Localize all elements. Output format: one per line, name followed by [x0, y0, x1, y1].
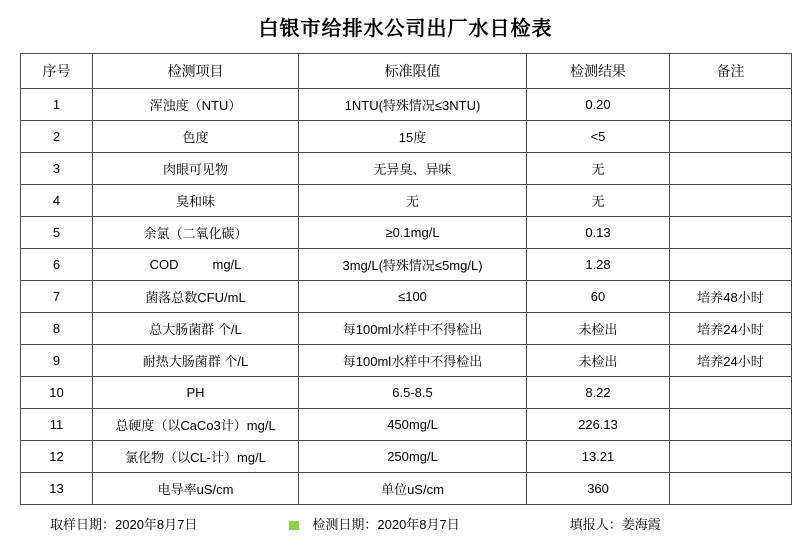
cell-result: 0.13	[527, 217, 670, 249]
sampling-date: 取样日期：2020年8月7日	[50, 517, 198, 532]
cell-result: <5	[527, 121, 670, 153]
cell-item-unit: mg/L	[212, 257, 242, 272]
cell-item	[93, 249, 299, 281]
cell-note	[670, 153, 792, 185]
cell-limit: 每100ml水样中不得检出	[299, 345, 527, 377]
table-row	[21, 185, 792, 217]
cell-no: 11	[21, 409, 93, 441]
table-body	[21, 89, 792, 505]
cell-item: 色度	[93, 121, 299, 153]
cell-item: PH	[93, 377, 299, 409]
table-row	[21, 217, 792, 249]
table-container	[0, 53, 811, 505]
cell-note: 培养48小时	[670, 281, 792, 313]
cell-result: 360	[527, 473, 670, 505]
cell-limit: ≤100	[299, 281, 527, 313]
table-row	[21, 345, 792, 377]
cell-result: 无	[527, 153, 670, 185]
cell-item: 肉眼可见物	[93, 153, 299, 185]
column-header-item: 检测项目	[93, 54, 299, 89]
page-title: 白银市给排水公司出厂水日检表	[258, 18, 553, 40]
column-header-limit: 标准限值	[299, 54, 527, 89]
cell-no: 2	[21, 121, 93, 153]
cell-result: 1.28	[527, 249, 670, 281]
table-row	[21, 89, 792, 121]
cell-item: 总硬度（以CaCo3计）mg/L	[93, 409, 299, 441]
table-row	[21, 441, 792, 473]
table-row	[21, 281, 792, 313]
cell-no: 1	[21, 89, 93, 121]
cell-item: 总大肠菌群 个/L	[93, 313, 299, 345]
cell-limit: 450mg/L	[299, 409, 527, 441]
cell-no: 3	[21, 153, 93, 185]
cell-no: 6	[21, 249, 93, 281]
cell-note	[670, 377, 792, 409]
cell-result: 60	[527, 281, 670, 313]
cell-limit: 3mg/L(特殊情况≤5mg/L)	[299, 249, 527, 281]
cell-result: 未检出	[527, 313, 670, 345]
table-row	[21, 409, 792, 441]
cell-result: 未检出	[527, 345, 670, 377]
column-header-no: 序号	[21, 54, 93, 89]
cell-limit: 无异臭、异味	[299, 153, 527, 185]
table-header	[21, 54, 792, 89]
cell-note	[670, 121, 792, 153]
cell-limit: 1NTU(特殊情况≤3NTU)	[299, 89, 527, 121]
cell-item: 浑浊度（NTU）	[93, 89, 299, 121]
cell-note: 培养24小时	[670, 345, 792, 377]
cell-note	[670, 409, 792, 441]
cell-result: 0.20	[527, 89, 670, 121]
cell-item-name: COD	[149, 257, 179, 272]
cell-no: 5	[21, 217, 93, 249]
reporter-name: 填报人：姜海霞	[569, 517, 661, 532]
cell-note	[670, 217, 792, 249]
testing-date: 检测日期：2020年8月7日	[312, 517, 460, 532]
cell-no: 12	[21, 441, 93, 473]
cell-item: 菌落总数CFU/mL	[93, 281, 299, 313]
cell-limit: ≥0.1mg/L	[299, 217, 527, 249]
column-header-note: 备注	[670, 54, 792, 89]
green-marker	[289, 521, 299, 530]
cell-limit: 无	[299, 185, 527, 217]
water-quality-table	[20, 53, 792, 505]
table-row	[21, 249, 792, 281]
cell-item: 余氯（二氧化碳）	[93, 217, 299, 249]
cell-no: 8	[21, 313, 93, 345]
cell-result: 无	[527, 185, 670, 217]
cell-note	[670, 185, 792, 217]
cell-note	[670, 473, 792, 505]
cell-no: 13	[21, 473, 93, 505]
cell-note	[670, 89, 792, 121]
cell-no: 9	[21, 345, 93, 377]
table-row	[21, 473, 792, 505]
cell-item: 耐热大肠菌群 个/L	[93, 345, 299, 377]
table-row	[21, 121, 792, 153]
cell-result: 13.21	[527, 441, 670, 473]
column-header-result: 检测结果	[527, 54, 670, 89]
cell-limit: 15度	[299, 121, 527, 153]
cell-no: 7	[21, 281, 93, 313]
cell-limit: 每100ml水样中不得检出	[299, 313, 527, 345]
cell-result: 226.13	[527, 409, 670, 441]
table-row	[21, 313, 792, 345]
cell-limit: 250mg/L	[299, 441, 527, 473]
cell-no: 10	[21, 377, 93, 409]
cell-item: 臭和味	[93, 185, 299, 217]
table-header-row	[21, 54, 792, 89]
cell-limit: 单位uS/cm	[299, 473, 527, 505]
table-row	[21, 377, 792, 409]
footer	[0, 514, 811, 533]
cell-note: 培养24小时	[670, 313, 792, 345]
cell-item: 电导率uS/cm	[93, 473, 299, 505]
cell-limit: 6.5-8.5	[299, 377, 527, 409]
cell-no: 4	[21, 185, 93, 217]
cell-note	[670, 249, 792, 281]
cell-item: 氯化物（以CL-计）mg/L	[93, 441, 299, 473]
table-row	[21, 153, 792, 185]
cell-note	[670, 441, 792, 473]
cell-result: 8.22	[527, 377, 670, 409]
